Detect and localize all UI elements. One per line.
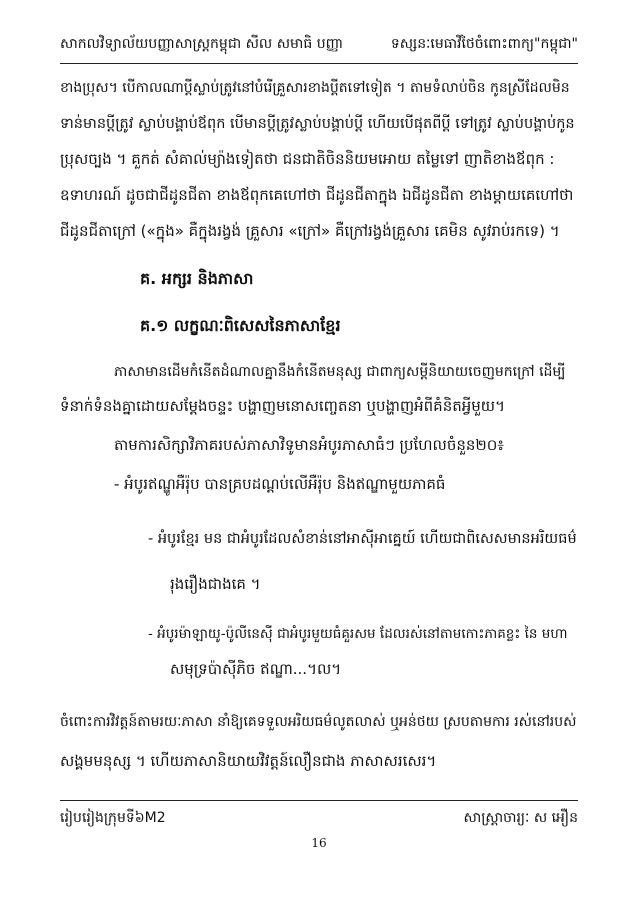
header-rule	[60, 63, 578, 64]
page-number: 16	[311, 836, 327, 850]
body-line: ខាងប្រុស។ បើកាលណាប្តីស្លាប់ត្រូវនៅបំរើគ្រួសារខាងប្តីតទៅទៀត ។ តាមទំលាប់ចិន កូនស្រីដែលមិន	[60, 80, 570, 96]
section-heading: គ. អក្សរ និងភាសា	[140, 269, 254, 288]
body-line: តាមការសិក្សាវិភាគរបស់ភាសាវិទូមានអំបូរភាសាធំៗ ប្រហែលចំនួន២០៖	[114, 436, 504, 454]
body-line: សង្គមមនុស្ស ។ ហើយភាសានិយាយវិវត្តន៍លឿនជាង ភាសាសរសេរ។	[60, 752, 437, 770]
body-line: ឧទាហរណ៍ ដូចជាជីដូនជីតា ខាងឪពុកគេហៅថា ជីដូនជីតាក្នុង ឯជីដូនជីតា ខាងម្តាយគេហៅថា	[60, 186, 574, 204]
list-item: - អំបូរម៉ាឡាយូ-ប៉ូលីនេស៊ី ជាអំបូរមួយធំគួរសម ដែលរស់នៅតាមកោះភាគខ្លះ នៃ មហា	[148, 626, 568, 642]
body-line: ប្រុសច្បង ។ គួកត់ សំគាល់ម្យ៉ាងទៀតថា ជនជាតិចិននិយមអោយ តម្លៃទៅ ញាតិខាងឪពុក :	[60, 150, 555, 168]
body-line: ភាសាមានដើមកំនើតដំណាលគ្នានឹងកំនើតមនុស្ស ជាពាក្យសម្តីនិយាយចេញមកក្រៅ ដើម្បី	[114, 364, 566, 380]
list-item-continuation: រុងរឿងជាងគេ ។	[170, 575, 261, 593]
header-title: ទស្សនៈមេធាវីថៃចំពោះពាក្យ"កម្ពុជា"	[390, 36, 578, 52]
list-item-continuation: សមុទ្រប៉ាស៊ីភិច ឥណ្ឌា...។ល។	[170, 660, 342, 678]
body-line: ទំនាក់ទំនងគ្នាដោយសម្តែងចន្ទះ បង្ហាញមនោសញ្ចេតនា ឬបង្ហាញអំពីគំនិតអ្វីមួយ។	[60, 397, 505, 415]
body-line: ជីដូនជីតាក្រៅ («ក្នុង» គឺក្នុងរង្វង់ គ្រួសារ «ក្រៅ» គឺក្រៅរង្វង់គ្រួសារ គេមិន សូវរាប់រកទេ) ។	[60, 222, 560, 240]
footer-lecturer: សាស្ត្រាចារ្យៈ ស អឿន	[463, 810, 578, 826]
list-item: - អំបូរឥណ្ឌូអឺរ៉ុប បានគ្របដណ្តប់លើអឺរ៉ុប និងឥណ្ឌាមួយភាគធំ	[114, 475, 446, 493]
list-item: - អំបូរខ្មែរ មន ជាអំបូរដែលសំខាន់នៅអាស៊ីអាគ្នេយ៍ ហើយជាពិសេសមានអរិយធម៌	[148, 531, 577, 547]
footer-group: រៀបរៀងក្រុមទី៦M2	[60, 810, 166, 826]
footer-rule	[60, 800, 578, 801]
subsection-heading: គ.១ លក្ខណៈពិសេសនៃភាសាខ្មែរ	[140, 316, 341, 335]
header-university: សាកលវិទ្យាល័យបញ្ញាសាស្ត្រកម្ពុជា សីល សមាធិ បញ្ញា	[60, 36, 344, 52]
body-line: ចំពោះការវិវត្តន៍តាមរយៈភាសា នាំឱ្យគេទទួលអរិយធម៌លូតលាស់ ឬអន់ថយ ស្របតាមការ រស់នៅរបស់	[60, 714, 577, 730]
body-line: ទាន់មានប្តីត្រូវ ស្លាប់បង្គាប់ឪពុក បើមានប្តីត្រូវស្លាប់បង្គាប់ប្តី ហើយបើផុតពីប្តី ទៅត្រូវ ស្លាប់បង្គាប់កូន	[60, 116, 575, 132]
